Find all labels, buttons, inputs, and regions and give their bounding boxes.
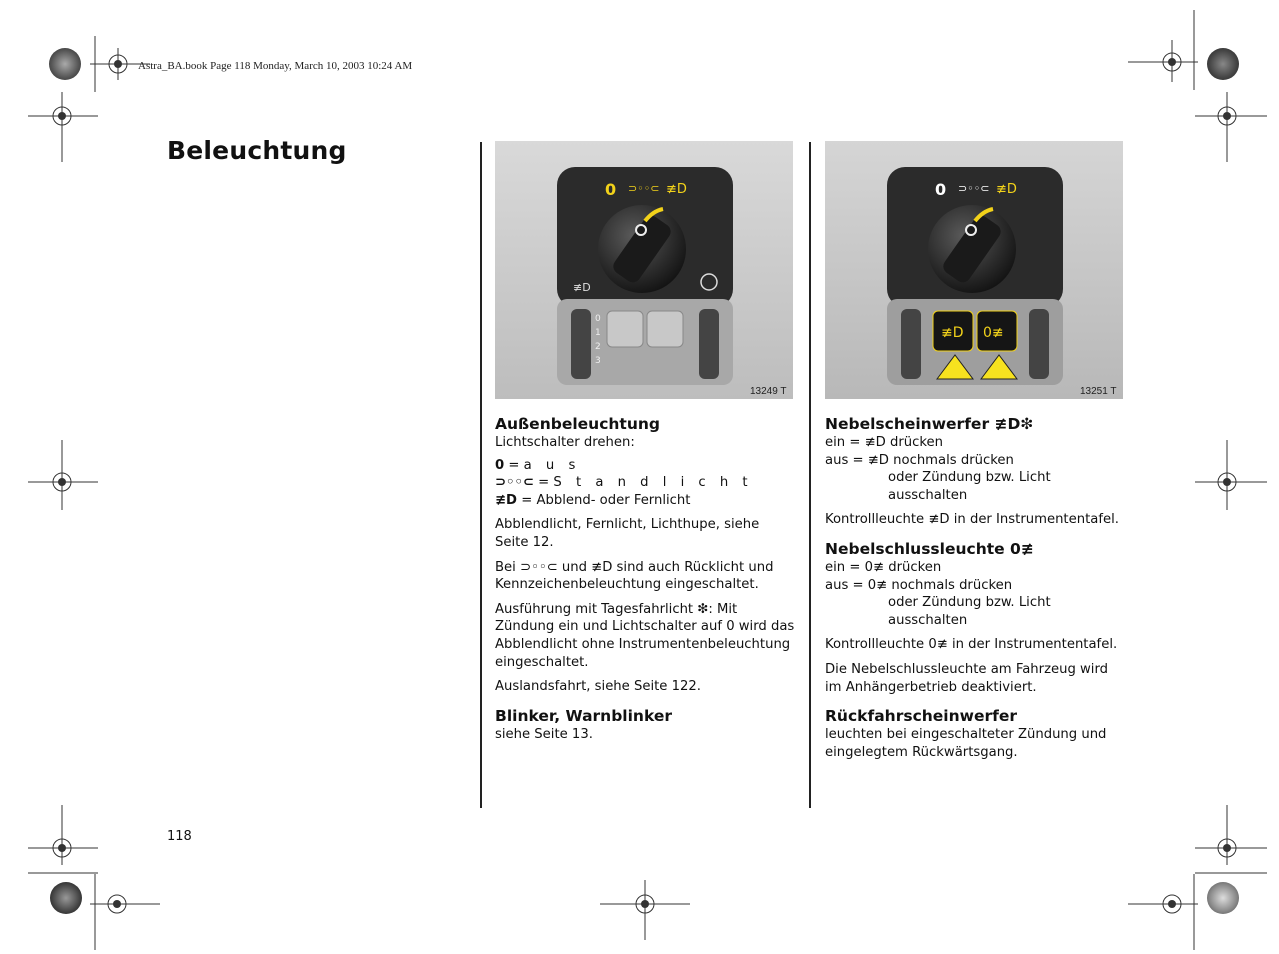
color-target-top-left [49, 48, 81, 80]
switch-label-parking: ⊃◦◦⊂ [958, 182, 990, 195]
intro-text: Lichtschalter drehen: [495, 435, 635, 450]
registration-mark-left-upper [28, 92, 98, 162]
legend-row-off [495, 457, 795, 475]
rear-fog-instructions [825, 559, 1125, 629]
paragraph-tail-lights: Bei ⊃◦◦⊂ und ≢D sind auch Rücklicht und Kennzeichenbeleuchtung eingeschaltet. [495, 559, 774, 593]
page-number: 118 [167, 829, 192, 844]
registration-mark-top-right [1128, 10, 1198, 90]
fog-off-text: aus = ≢D nochmals drücken [825, 452, 1014, 468]
wheel-digit-1: 1 [595, 328, 601, 338]
heading-fog-lights: Nebelscheinwerfer ≢D❇ [825, 415, 1034, 433]
heading-reversing-lights: Rückfahrscheinwerfer [825, 707, 1018, 726]
wheel-digit-0: 0 [595, 314, 601, 324]
registration-mark-right-lower [1195, 805, 1267, 875]
fog-indicator-note: Kontrollleuchte ≢D in der Instrumententafel. [825, 512, 1119, 528]
fog-off-continued: oder Zündung bzw. Licht [888, 470, 1051, 486]
rear-fog-button-icon: 0≢ [983, 325, 1004, 341]
fog-off-continued: ausschalten [888, 487, 968, 503]
registration-mark-bottom-left [90, 874, 160, 950]
range-adjust-icon: ≢D [573, 281, 591, 294]
figure-fog-light-buttons [825, 141, 1123, 399]
switch-label-off: 0 [605, 180, 617, 199]
registration-mark-bottom-right [1128, 874, 1198, 950]
color-target-bottom-right [1207, 882, 1239, 914]
rear-fog-trailer-note: Die Nebelschlussleuchte am Fahrzeug wird im Anhängerbetrieb deaktiviert. [825, 661, 1109, 695]
wheel-digit-3: 3 [595, 356, 601, 366]
paragraph-daytime-running: Ausführung mit Tagesfahrlicht ❇: Mit Zündung ein und Lichtschalter auf 0 wird das Abblendlicht ohne Instrumentenbeleuchtung eingeschaltet. [495, 601, 795, 670]
legend-row-parking [495, 474, 795, 492]
page-title: Beleuchtung [167, 136, 347, 165]
rear-fog-off-continued: oder Zündung bzw. Licht [888, 595, 1051, 611]
column-divider-right [809, 142, 811, 808]
fog-light-instructions [825, 434, 1125, 504]
fog-on-text: ein = ≢D drücken [825, 435, 944, 450]
legend-separator: = [533, 475, 554, 491]
paragraph-see-page: siehe Seite 13. [495, 726, 593, 742]
switch-label-parking: ⊃◦◦⊂ [628, 182, 660, 195]
registration-mark-left-lower [28, 805, 98, 875]
registration-mark-left-middle [28, 440, 98, 510]
paragraph-dipped-beam: Abblendlicht, Fernlicht, Lichthupe, siehe Seite 12. [495, 517, 760, 550]
print-header: Astra_BA.book Page 118 Monday, March 10, 2003 10:24 AM [138, 60, 413, 72]
figure-light-switch [495, 141, 793, 399]
heading-indicators: Blinker, Warnblinker [495, 706, 673, 725]
legend-text: S t a n d l i c h t [553, 475, 753, 491]
switch-legend [495, 457, 795, 510]
legend-separator: = [504, 457, 524, 473]
legend-text: Abblend- oder Fernlicht [536, 492, 691, 508]
reversing-lights-text: leuchten bei eingeschalteter Zündung und eingelegtem Rückwärtsgang. [825, 727, 1107, 760]
legend-row-headlight [495, 492, 795, 510]
wheel-digit-2: 2 [595, 342, 601, 352]
legend-symbol: 0 [495, 457, 505, 473]
right-text-column [825, 414, 1125, 768]
heading-exterior-lighting: Außenbeleuchtung [495, 415, 660, 433]
switch-label-headlight: ≢D [666, 182, 687, 197]
front-fog-button-icon: ≢D [941, 325, 964, 341]
paragraph-abroad: Auslandsfahrt, siehe Seite 122. [495, 679, 701, 695]
figure-number: 13249 T [750, 386, 787, 397]
rear-fog-off-text: aus = 0≢ nochmals drücken [825, 577, 1013, 593]
legend-symbol: ⊃◦◦⊂ [495, 475, 534, 491]
registration-mark-right-middle [1195, 440, 1267, 510]
figure-number: 13251 T [1080, 386, 1117, 397]
legend-separator: = [517, 492, 537, 508]
color-target-top-right [1207, 48, 1239, 80]
heading-rear-fog-light: Nebelschlussleuchte 0≢ [825, 539, 1034, 558]
rear-fog-off-continued: ausschalten [888, 612, 968, 628]
legend-text: a u s [523, 457, 581, 473]
legend-symbol: ≢D [495, 492, 517, 508]
registration-mark-bottom-center [600, 880, 690, 940]
left-text-column [495, 414, 795, 750]
switch-label-headlight: ≢D [996, 182, 1017, 197]
color-target-bottom-left [50, 882, 82, 914]
switch-label-off: 0 [935, 180, 947, 199]
registration-mark-right-upper [1195, 92, 1267, 162]
rear-fog-indicator-note: Kontrollleuchte 0≢ in der Instrumententafel. [825, 637, 1118, 653]
rear-fog-on-text: ein = 0≢ drücken [825, 559, 942, 575]
column-divider-left [480, 142, 482, 808]
